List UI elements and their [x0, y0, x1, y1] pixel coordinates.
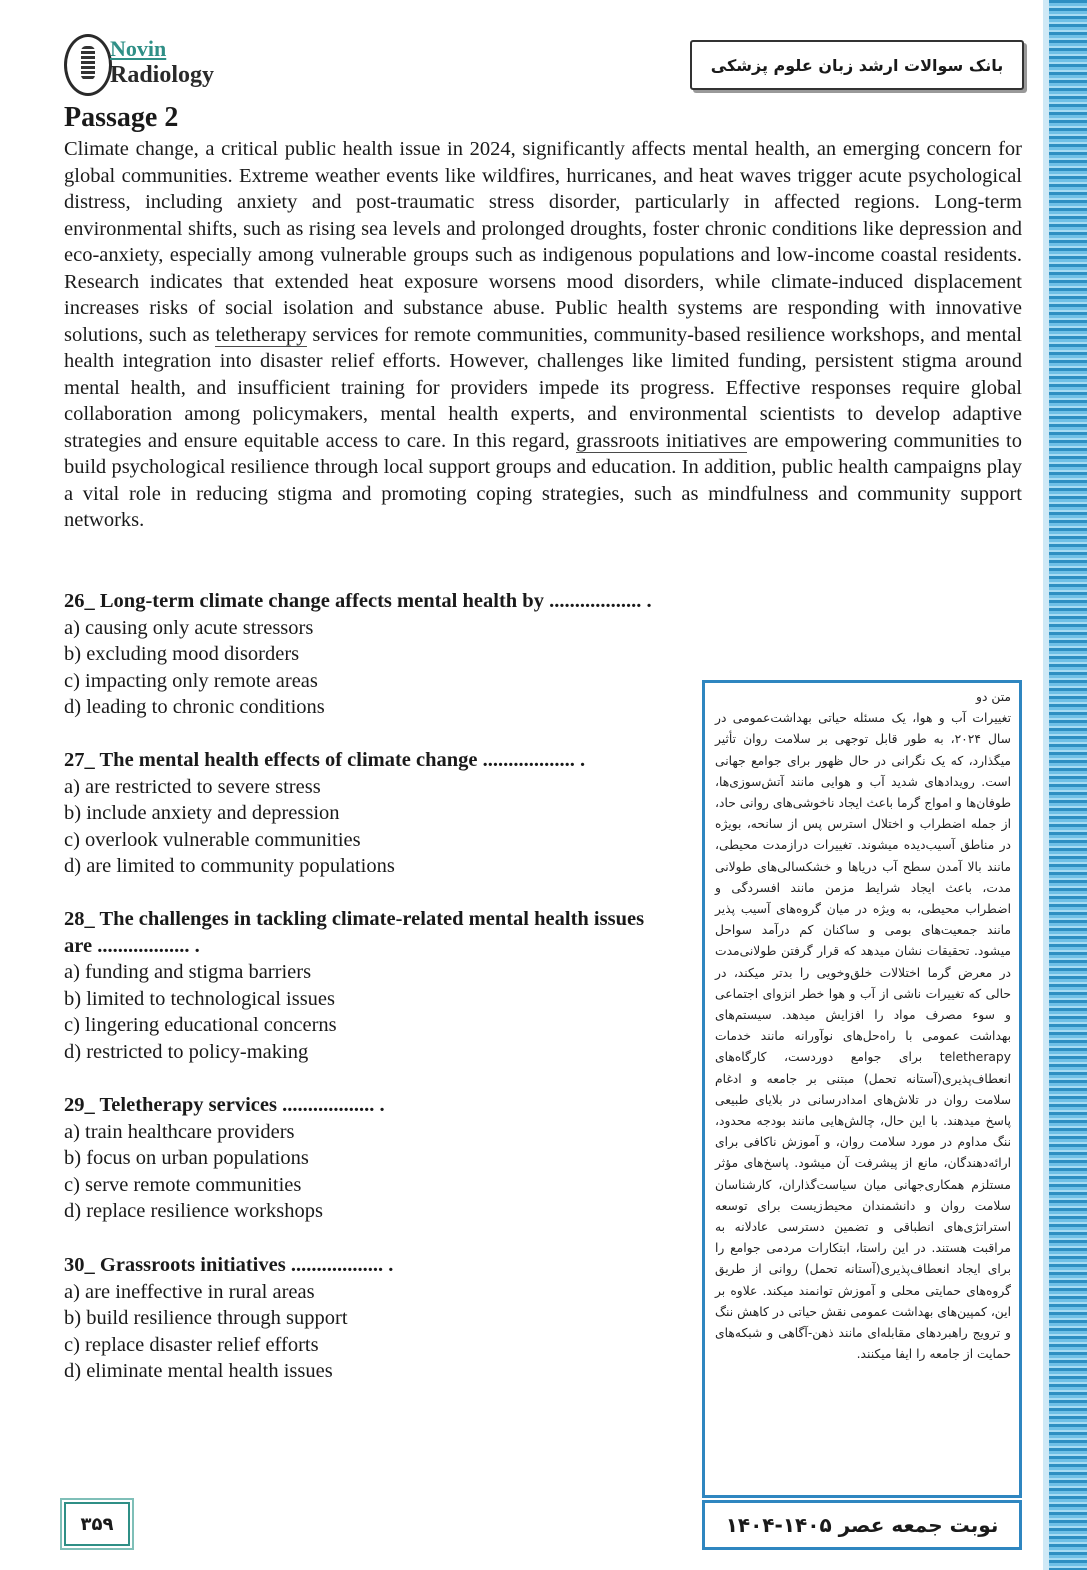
question-27 [64, 747, 704, 880]
option-a: a) train healthcare providers [64, 1120, 295, 1143]
translation-body: تغییرات آب و هوا، یک مسئله حیاتی بهداشت‌عمومی در سال ۲۰۲۴، به طور قابل توجهی بر سلامت روان تأثیر میگذارد، که یک نگرانی در حال ظهور برای جوامع جهانی است. رویدادهای شدید آب و هوایی مانند آتش‌سوزی‌ها، طوفان‌ها و امواج گرما باعث ایجاد ناخوشی‌های روانی حاد، از جمله اضطراب و اختلال استرس پس از سانحه، بویژه در مناطق آسیب‌دیده میشوند. تغییرات درازمدت محیطی، مانند بالا آمدن سطح آب دریاها و خشکسالی‌های طولانی مدت، باعث ایجاد شرایط مزمن مانند افسردگی و اضطراب محیطی، به ویژه در میان گروه‌های آسیب پذیر مانند جمعیت‌های بومی و ساکنان کم درآمد سواحل میشود. تحقیقات نشان میدهد که قرار گرفتن طولانی‌مدت در معرض گرما اختلالات خلق‌وخویی را بدتر میکند، در حالی که تغییرات ناشی از آب و هوا خطر انزوای اجتماعی و سوء مصرف مواد را افزایش میدهد. سیستم‌های بهداشت عمومی با راه‌حل‌های نوآورانه مانند خدمات teletherapy برای جوامع دوردست، کارگاه‌های انعطاف‌پذیری(آستانه تحمل) مبتنی بر جامعه و ادغام سلامت روان در تلاش‌های امدادرسانی در بلایای طبیعی پاسخ میدهند. با این حال، چالش‌هایی مانند بودجه محدود، ننگ مداوم در مورد سلامت روان، و آموزش ناکافی برای ارائه‌دهندگان، مانع از پیشرفت آن میشود. پاسخ‌های مؤثر مستلزم همکاری‌جهانی میان سیاست‌گذاران، کارشناسان سلامت روان و دانشمندان محیط‌زیست برای توسعه استراتژی‌های انطباقی و تضمین دسترسی عادلانه به مراقبت هستند. در این راستا، ابتکارات مردمی جوامع را برای ایجاد انعطاف‌پذیری(آستانه تحمل) روانی از طریق گروه‌های حمایتی محلی و آموزش توانمند میکند. علاوه بر این، کمپین‌های بهداشت عمومی نقش حیاتی در کاهش ننگ و ترویج راهبردهای مقابله‌ای مانند ذهن-آگاهی و شبکه‌های حمایت از جامعه را ایفا میکنند. [715, 711, 1011, 1362]
translation-heading: متن دو [976, 690, 1011, 704]
option-d: d) are limited to community populations [64, 855, 395, 877]
option-a: a) are restricted to severe stress [64, 775, 321, 798]
passage-text [64, 136, 1022, 534]
option-b: b) build resilience through support [64, 1307, 348, 1329]
question-26 [64, 588, 704, 721]
option-a: a) funding and stigma barriers [64, 961, 312, 983]
header-title-box [690, 40, 1024, 90]
option-c: c) serve remote communities [64, 1173, 302, 1196]
option-d: d) eliminate mental health issues [64, 1360, 333, 1382]
option-c: c) replace disaster relief efforts [64, 1333, 319, 1356]
exam-session-label: نوبت جمعه عصر ۱۴۰۵-۱۴۰۴ [702, 1500, 1022, 1550]
logo-line-1: Novin [110, 36, 167, 61]
question-title: 26_ Long-term climate change affects mental health by .................. . [64, 590, 652, 612]
decorative-side-strip-inner [1043, 0, 1049, 1570]
option-d: d) leading to chronic conditions [64, 696, 325, 718]
novin-radiology-logo [64, 32, 224, 94]
passage-part-1: Climate change, a critical public health issue in 2024, significantly affects mental health, an emerging concern for global communities. Extreme weather events like wildfires, hurricanes, and heat waves trigger acute psychological distress, including anxiety and post-traumatic stress disorder, particularly in affected regions. Long-term environmental shifts, such as rising sea levels and prolonged droughts, foster chronic conditions like depression and eco-anxiety, especially among vulnerable groups such as indigenous populations and low-income coastal residents. Research indicates that extended heat exposure worsens mood disorders, while climate-induced displacement increases risks of social isolation and substance abuse. Public health systems are responding with innovative solutions, such as [64, 138, 1022, 346]
underlined-term-teletherapy: teletherapy [215, 323, 307, 346]
question-29 [64, 1092, 704, 1225]
option-d: d) restricted to policy-making [64, 1040, 309, 1063]
option-c: c) lingering educational concerns [64, 1014, 337, 1036]
decorative-side-strip [1049, 0, 1087, 1570]
option-b: b) limited to technological issues [64, 987, 336, 1010]
question-30 [64, 1252, 704, 1385]
persian-translation-text [715, 687, 1011, 1366]
option-b: b) excluding mood disorders [64, 643, 300, 665]
underlined-term-grassroots: grassroots initiatives [576, 429, 747, 452]
option-c: c) overlook vulnerable communities [64, 828, 361, 851]
option-c: c) impacting only remote areas [64, 669, 318, 692]
question-title: 27_ The mental health effects of climate change .................. . [64, 749, 586, 771]
question-title: 29_ Teletherapy services .................. . [64, 1094, 385, 1116]
passage-title: Passage 2 [64, 102, 179, 133]
passage-part-3: are empowering communities to build psychological resilience through local support groups and education. In addition, public health campaigns play a vital role in reducing stigma and promoting coping strategies, such as mindfulness and community support networks. [64, 429, 1022, 531]
option-b: b) focus on urban populations [64, 1147, 309, 1169]
option-d: d) replace resilience workshops [64, 1200, 323, 1222]
option-b: b) include anxiety and depression [64, 802, 340, 824]
skeleton-badge-icon [64, 34, 112, 96]
option-a: a) causing only acute stressors [64, 616, 314, 639]
persian-translation-box [702, 680, 1022, 1498]
option-a: a) are ineffective in rural areas [64, 1280, 315, 1303]
question-title: 30_ Grassroots initiatives .................. . [64, 1254, 394, 1276]
logo-line-2: Radiology [110, 62, 215, 88]
page-number: ۳۵۹ [64, 1502, 130, 1546]
passage-part-2: services for remote communities, community-based resilience workshops, and mental health integration into disaster relief efforts. However, challenges like limited funding, persistent stigma around mental health, and insufficient training for providers impede its progress. Effective responses require global collaboration among policymakers, mental health experts, and environmental scientists to develop adaptive strategies and ensure equitable access to care. In this regard, [64, 323, 1023, 452]
question-title: 28_ The challenges in tackling climate-related mental health issues are .................. . [64, 908, 645, 957]
header-title: بانک سوالات ارشد زبان علوم پزشکی [710, 55, 1004, 75]
question-28 [64, 906, 664, 1065]
